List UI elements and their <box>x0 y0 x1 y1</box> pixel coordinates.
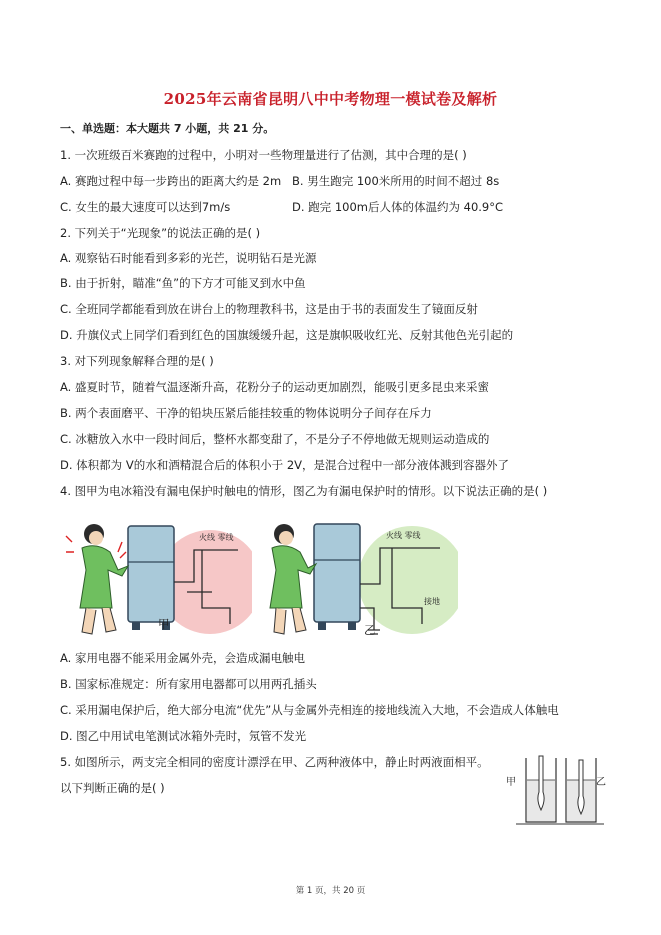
hydrometer-jia <box>538 756 544 810</box>
ground-label: 接地 <box>424 597 440 606</box>
person-dress <box>270 546 316 608</box>
q2-option-a: A. 观察钻石时能看到多彩的光芒，说明钻石是光源 <box>60 251 317 265</box>
q5-stem-cont: 以下判断正确的是( ) <box>60 781 165 795</box>
safe-circle <box>358 526 458 634</box>
q3-option-a: A. 盛夏时节，随着气温逐渐升高，花粉分子的运动更加剧烈，能吸引更多昆虫来采蜜 <box>60 380 489 394</box>
q3-option-d: D. 体积都为 V的水和酒精混合后的体积小于 2V，是混合过程中一部分液体溅到容器外了 <box>60 458 510 472</box>
fig-label-yi: 乙 <box>364 623 376 637</box>
q4-option-c: C. 采用漏电保护后，绝大部分电流“优先”从与金属外壳相连的接地线流入大地，不会造成人体触电 <box>60 703 559 717</box>
q1-option-d: D. 跑完 100m后人体的体温约为 40.9°C <box>292 200 504 214</box>
hydrometer-label-yi: 乙 <box>596 777 606 788</box>
q1-option-b: B. 男生跑完 100米所用的时间不超过 8s <box>292 174 500 188</box>
wire-label: 火线 零线 <box>199 533 234 542</box>
page-title: 2025年云南省昆明八中中考物理一模试卷及解析 <box>163 90 498 108</box>
q1-stem: 1. 一次班级百米赛跑的过程中，小明对一些物理量进行了估测，其中合理的是( ) <box>60 148 467 162</box>
q3-stem: 3. 对下列现象解释合理的是( ) <box>60 354 214 368</box>
figure-hydrometers <box>510 752 606 832</box>
q4-option-d: D. 图乙中用试电笔测试冰箱外壳时，氖管不发光 <box>60 729 307 743</box>
page-footer: 第 1 页，共 20 页 <box>295 886 366 896</box>
q4-option-a: A. 家用电器不能采用金属外壳，会造成漏电触电 <box>60 651 305 665</box>
fridge-body <box>314 524 360 622</box>
q3-option-b: B. 两个表面磨平、干净的铅块压紧后能挂较重的物体说明分子间存在斥力 <box>60 406 432 420</box>
q2-option-d: D. 升旗仪式上同学们看到红色的国旗缓缓升起，这是旗帜吸收红光、反射其他色光引起的 <box>60 328 514 342</box>
wire-label: 火线 零线 <box>386 531 421 540</box>
hydrometer-yi <box>578 760 584 814</box>
q2-stem: 2. 下列关于“光现象”的说法正确的是( ) <box>60 226 261 240</box>
q2-option-b: B. 由于折射，瞄准“鱼”的下方才可能叉到水中鱼 <box>60 276 306 290</box>
section-header: 一、单选题：本大题共 7 小题，共 21 分。 <box>60 122 275 135</box>
q5-stem: 5. 如图所示，两支完全相同的密度计漂浮在甲、乙两种液体中，静止时两液面相平。 <box>60 755 489 769</box>
figure-yi-leak-protection <box>262 512 458 644</box>
q1-option-a: A. 赛跑过程中每一步跨出的距离大约是 2m <box>60 174 282 188</box>
q3-option-c: C. 冰糖放入水中一段时间后，整杯水都变甜了，不是分子不停地做无规则运动造成的 <box>60 432 490 446</box>
person-dress <box>80 546 128 608</box>
fridge-body <box>128 526 174 622</box>
hydrometer-label-jia: 甲 <box>506 777 516 788</box>
q4-option-b: B. 国家标准规定：所有家用电器都可以用两孔插头 <box>60 677 317 691</box>
q1-option-c: C. 女生的最大速度可以达到7m/s <box>60 200 231 214</box>
q2-option-c: C. 全班同学都能看到放在讲台上的物理教科书，这是由于书的表面发生了镜面反射 <box>60 302 478 316</box>
figure-jia-electric-shock <box>62 512 252 644</box>
q4-stem: 4. 图甲为电冰箱没有漏电保护时触电的情形，图乙为有漏电保护时的情形。以下说法正确的是( ) <box>60 484 548 498</box>
fig-label-jia: 甲 <box>158 617 170 631</box>
